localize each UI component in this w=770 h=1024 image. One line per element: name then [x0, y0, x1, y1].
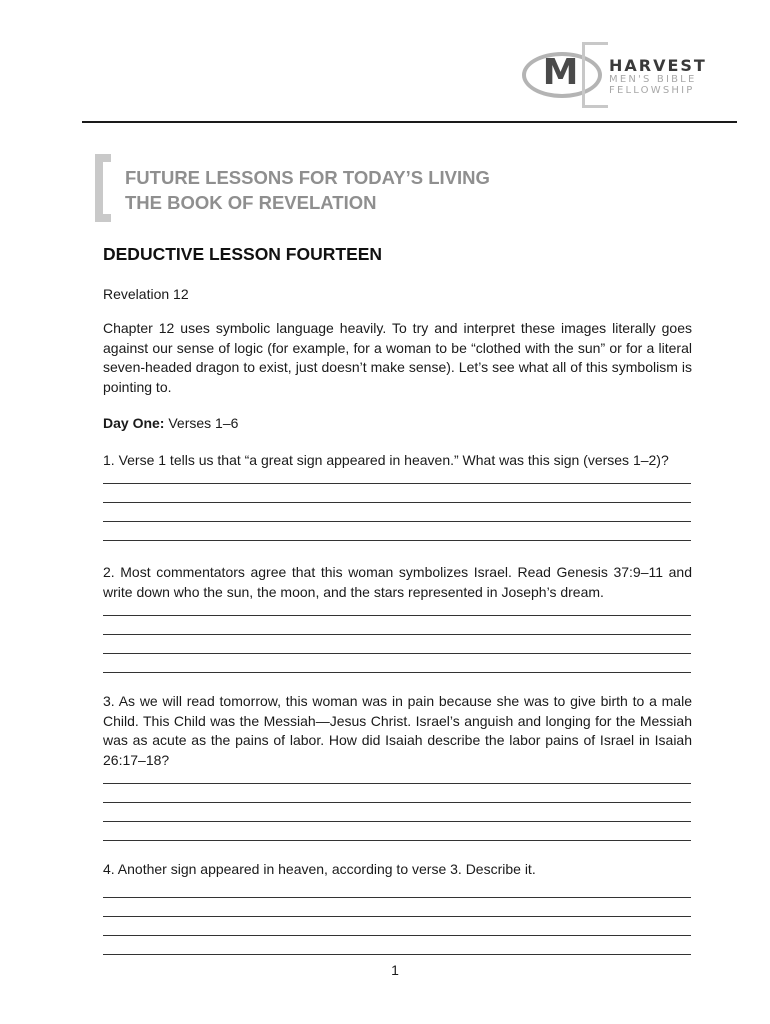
answer-line[interactable]: [103, 898, 691, 917]
answer-line[interactable]: [103, 616, 691, 635]
answer-line[interactable]: [103, 597, 691, 616]
logo-bracket: [582, 42, 608, 108]
answer-line[interactable]: [103, 765, 691, 784]
day-verses: Verses 1–6: [164, 415, 239, 431]
question-1: 1. Verse 1 tells us that “a great sign appeared in heaven.” What was this sign (verses 1–2)?: [103, 452, 669, 468]
answer-line[interactable]: [103, 917, 691, 936]
harvest-logo: [522, 40, 737, 110]
intro-paragraph: Chapter 12 uses symbolic language heavily. To try and interpret these images literally goes against our sense of logic (for example, for a woman to be “clothed with the sun” or for a literal seven-headed dragon to exist, just doesn’t make sense). Let’s see what all of this symbolism is pointing to.: [103, 320, 692, 395]
day-heading: [103, 413, 238, 433]
logo-letter: M: [542, 52, 578, 93]
day-label: Day One:: [103, 415, 165, 431]
question-3: 3. As we will read tomorrow, this woman was in pain because she was to give birth to a male Child. This Child was the Messiah—Jesus Christ. Israel’s anguish and longing for the Messiah was as acute as the pains of labor. How did Isaiah describe the labor pains of Israel in Isaiah 26:17–18?: [103, 693, 692, 768]
lesson-heading: DEDUCTIVE LESSON FOURTEEN: [103, 244, 383, 264]
page-number: 1: [391, 962, 399, 978]
answer-line[interactable]: [103, 803, 691, 822]
question-2: 2. Most commentators agree that this woman symbolizes Israel. Read Genesis 37:9–11 and write down who the sun, the moon, and the stars represented in Joseph’s dream.: [103, 564, 692, 600]
series-title-line1: FUTURE LESSONS FOR TODAY’S LIVING: [125, 167, 490, 188]
logo-mens-bible: MEN'S BIBLE: [609, 74, 697, 85]
answer-line[interactable]: [103, 784, 691, 803]
answer-area-4[interactable]: [103, 879, 691, 955]
answer-line[interactable]: [103, 936, 691, 955]
header-divider: [82, 121, 737, 123]
answer-line[interactable]: [103, 465, 691, 484]
series-title-line2: THE BOOK OF REVELATION: [125, 192, 377, 213]
answer-area-2[interactable]: [103, 597, 691, 673]
answer-line[interactable]: [103, 484, 691, 503]
answer-line[interactable]: [103, 635, 691, 654]
logo-fellowship: FELLOWSHIP: [609, 85, 695, 96]
logo-harvest: HARVEST: [609, 56, 707, 75]
scripture-passage: Revelation 12: [103, 286, 189, 302]
answer-line[interactable]: [103, 822, 691, 841]
answer-line[interactable]: [103, 503, 691, 522]
answer-area-1[interactable]: [103, 465, 691, 541]
logo-wordmark: [609, 58, 737, 96]
answer-line[interactable]: [103, 879, 691, 898]
question-4: 4. Another sign appeared in heaven, according to verse 3. Describe it.: [103, 861, 536, 877]
series-title: [125, 165, 625, 215]
answer-line[interactable]: [103, 654, 691, 673]
title-bracket: [95, 154, 111, 222]
answer-area-3[interactable]: [103, 765, 691, 841]
answer-line[interactable]: [103, 522, 691, 541]
